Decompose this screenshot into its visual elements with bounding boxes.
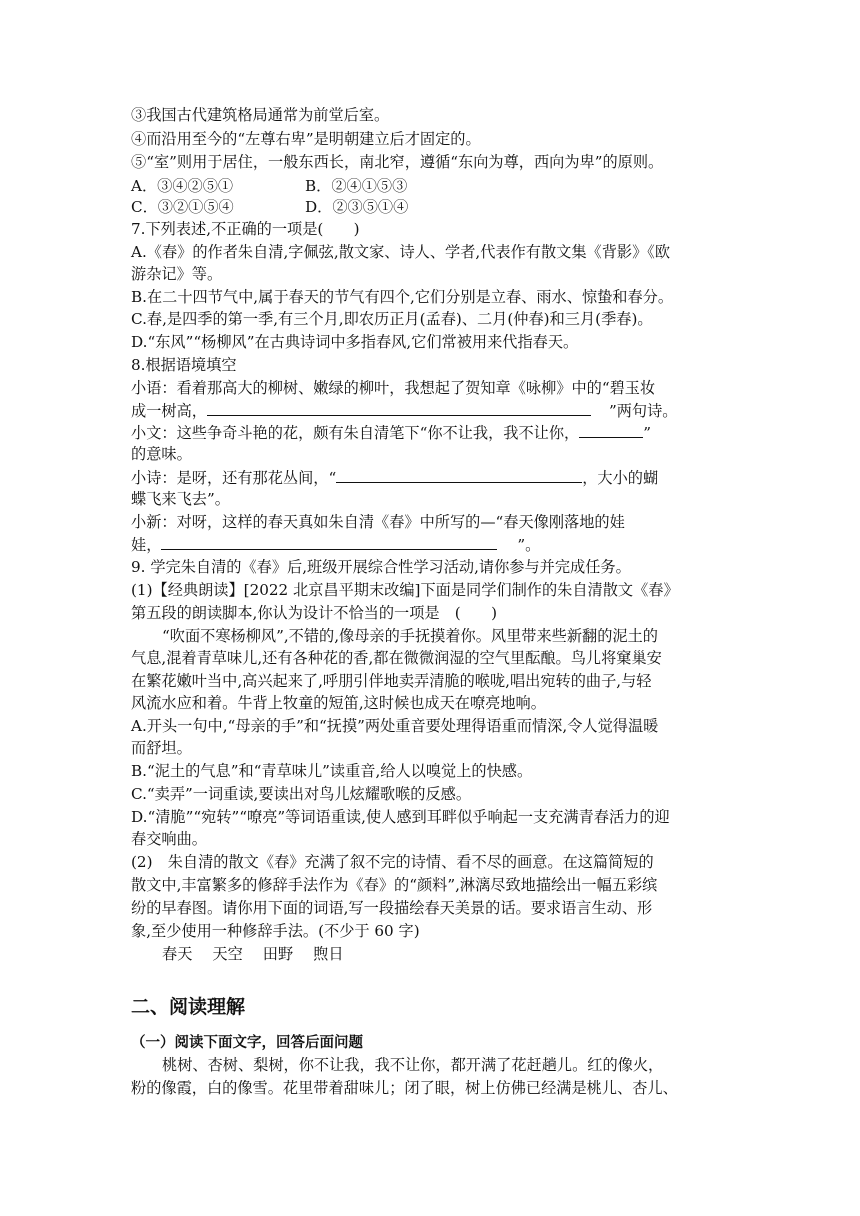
q7-option-a-line1[interactable]: A.《春》的作者朱自清,字佩弦,散文家、诗人、学者,代表作有散文集《背影》《欧 [131,243,671,261]
q9-word-list [162,944,772,964]
q6-options-row2 [131,197,741,217]
q8-xiaoyu-line2 [131,400,741,421]
q6-option-d[interactable]: D．②③⑤①④ [305,198,409,216]
q8-xiaoyu-tail: ”两句诗。 [608,402,678,420]
q9-option-a-line2[interactable]: 而舒坦。 [131,739,192,757]
q8-stem: 8.根据语境填空 [131,356,237,374]
q6-options-row1 [131,176,741,196]
q9-part2-line2: 散文中,丰富繁多的修辞手法作为《春》的“颜料”,淋漓尽致地描绘出一幅五彩缤 [131,876,658,894]
q9-part1-line1: (1)【经典朗读】[2022 北京昌平期末改编]下面是同学们制作的朱自清散文《春》 [131,581,679,599]
word-item: 天空 [212,945,243,963]
q9-option-c[interactable]: C.“卖弄”一词重读,要读出对鸟儿炫耀歌喉的反感。 [131,785,472,803]
q9-passage-line1: “吹面不寒杨柳风”,不错的,像母亲的手抚摸着你。风里带来些新翻的泥土的 [162,627,658,645]
reading-passage-line2: 粉的像霞，白的像雪。花里带着甜味儿；闭了眼，树上仿佛已经满是桃儿、杏儿、 [131,1079,678,1097]
section-heading: 二、阅读理解 [131,996,246,1018]
statement-4: ④而沿用至今的“左尊右卑”是明朝建立后才固定的。 [131,130,481,148]
word-item: 春天 [162,945,193,963]
q8-xiaoxin-tail: ”。 [517,536,541,554]
statement-5: ⑤“室”则用于居住，一般东西长，南北窄，遵循“东向为尊，西向为卑”的原则。 [131,153,664,171]
q9-part2-line3: 纷的早春图。请你用下面的词语,写一段描绘春天美景的话。要求语言生动、形 [131,899,653,917]
q7-option-d[interactable]: D.“东风”“杨柳风”在古典诗词中多指春风,它们常被用来代指春天。 [131,333,579,351]
q8-xiaowen-text: 小文：这些争奇斗艳的花，颇有朱自清笔下“你不让我，我不让你， [131,424,580,442]
q8-xiaowen-quote: ” [643,424,651,442]
word-item: 煦日 [313,945,344,963]
q9-stem: 9. 学完朱自清的《春》后,班级开展综合性学习活动,请你参与并完成任务。 [131,558,631,576]
q9-part1-line2: 第五段的朗读脚本,你认为设计不恰当的一项是 ( ) [131,604,497,622]
q8-xiaoshi-text: 小诗：是呀，还有那花丛间，“ [131,469,337,487]
q8-xiaowen-line2: 的意味。 [131,445,192,463]
q9-option-d-line1[interactable]: D.“清脆”“宛转”“嘹亮”等词语重读,使人感到耳畔似乎响起一支充满青春活力的迎 [131,808,670,826]
q9-part2-line4: 象,至少使用一种修辞手法。(不少于 60 字) [131,922,420,940]
q8-xiaoxin-line1: 小新：对呀，这样的春天真如朱自清《春》中所写的—“春天像刚落地的娃 [131,513,625,531]
q6-option-a[interactable]: A．③④②⑤① [131,177,234,195]
q7-stem: 7.下列表述,不正确的一项是( ) [131,220,360,238]
q8-blank-1[interactable] [207,400,591,416]
q7-option-b[interactable]: B.在二十四节气中,属于春天的节气有四个,它们分别是立春、雨水、惊蛰和春分。 [131,288,674,306]
q8-blank-4[interactable] [161,534,497,550]
reading-passage-line1: 桃树、杏树、梨树，你不让我，我不让你，都开满了花赶趟儿。红的像火， [162,1056,664,1074]
q8-xiaoxin-text: 娃， [131,536,162,554]
q8-xiaoshi-tail: ，大小的蝴 [582,469,659,487]
statement-3: ③我国古代建筑格局通常为前堂后室。 [131,106,390,124]
q9-option-d-line2[interactable]: 春交响曲。 [131,830,207,848]
q6-option-c[interactable]: C．③②①⑤④ [131,198,234,216]
word-item: 田野 [262,945,294,963]
q9-option-a-line1[interactable]: A.开头一句中,“母亲的手”和“抚摸”两处重音要处理得语重而情深,令人觉得温暖 [131,717,659,735]
q8-xiaowen-line1 [131,422,741,443]
q8-xiaoshi-line1 [131,467,741,488]
q8-blank-2[interactable] [579,422,643,438]
q8-xiaoyu-text: 成一树高， [131,402,207,420]
q8-xiaoxin-line2 [131,534,741,555]
q9-option-b[interactable]: B.“泥土的气息”和“青草味儿”读重音,给人以嗅觉上的快感。 [131,762,533,780]
q6-option-b[interactable]: B．②④①⑤③ [305,177,408,195]
q8-blank-3[interactable] [336,467,582,483]
q9-part2-line1: (2) 朱自清的散文《春》充满了叙不完的诗情、看不尽的画意。在这篇简短的 [131,853,654,871]
q7-option-c[interactable]: C.春,是四季的第一季,有三个月,即农历正月(孟春)、二月(仲春)和三月(季春)。 [131,310,653,328]
q7-option-a-line2[interactable]: 游杂记》等。 [131,265,223,283]
q9-passage-line4: 风流水应和着。牛背上牧童的短笛,这时候也成天在嘹亮地响。 [131,694,546,712]
q8-xiaoyu-line1: 小语：看着那高大的柳树、嫩绿的柳叶，我想起了贺知章《咏柳》中的“碧玉妆 [131,379,656,397]
subsection-heading: （一）阅读下面文字，回答后面问题 [131,1035,363,1051]
q9-passage-line2: 气息,混着青草味儿,还有各种花的香,都在微微润湿的空气里酝酿。鸟儿将窠巢安 [131,649,662,667]
q8-xiaoshi-line2: 蝶飞来飞去”。 [131,490,230,508]
q9-passage-line3: 在繁花嫩叶当中,高兴起来了,呼朋引伴地卖弄清脆的喉咙,唱出宛转的曲子,与轻 [131,672,652,690]
